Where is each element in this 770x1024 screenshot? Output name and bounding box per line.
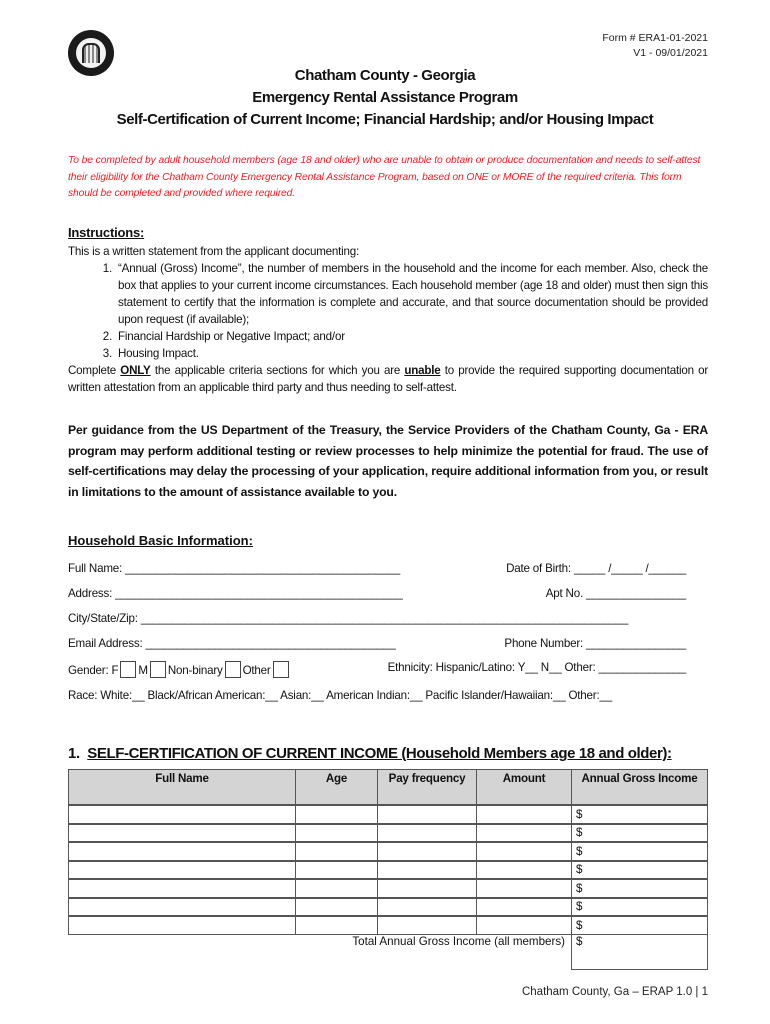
instruction-item: 2. Financial Hardship or Negative Impact; and/or [115, 328, 708, 345]
table-row [69, 842, 708, 861]
table-row [69, 861, 708, 880]
instructions-list [68, 260, 708, 362]
instructions-intro: This is a written statement from the applicant documenting: [68, 245, 360, 258]
total-annual-gross-income[interactable]: $ [572, 934, 708, 969]
apt-number-field[interactable]: Apt No. ________________ [545, 587, 686, 600]
cell-age[interactable] [296, 861, 378, 880]
table-row [69, 916, 708, 934]
cell-annual[interactable]: $ [572, 842, 708, 861]
income-table-header [69, 770, 708, 806]
full-name-field[interactable]: Full Name: ____________________________________________ [68, 562, 400, 575]
row-race [68, 689, 686, 702]
cell-full-name[interactable] [69, 898, 296, 917]
cell-age[interactable] [296, 879, 378, 898]
row-address [68, 587, 686, 600]
page-footer: Chatham County, Ga – ERAP 1.0 | 1 [521, 986, 708, 998]
cell-age[interactable] [296, 805, 378, 824]
date-of-birth-field[interactable]: Date of Birth: _____ /_____ /______ [506, 562, 686, 575]
cell-amount[interactable] [477, 842, 572, 861]
gender-m-label: M [138, 664, 148, 677]
table-row [69, 824, 708, 843]
gender-label: Gender: F [68, 664, 119, 677]
row-gender-ethnicity [68, 661, 686, 678]
col-annual-gross-income: Annual Gross Income [572, 770, 708, 806]
col-pay-frequency: Pay frequency [378, 770, 477, 806]
cell-amount[interactable] [477, 879, 572, 898]
cell-age[interactable] [296, 824, 378, 843]
city-state-zip-field[interactable]: City/State/Zip: ______________________________________________________________________________ [68, 612, 629, 625]
form-number-block [602, 31, 708, 61]
address-field[interactable]: Address: ______________________________________________ [68, 587, 403, 600]
cell-age[interactable] [296, 898, 378, 917]
cell-full-name[interactable] [69, 861, 296, 880]
cell-amount[interactable] [477, 916, 572, 934]
form-number: Form # ERA1-01-2021 [602, 32, 708, 44]
row-name-dob [68, 562, 686, 575]
cell-annual[interactable]: $ [572, 898, 708, 917]
eligibility-notice: To be completed by adult household members (age 18 and older) who are unable to obtain or produce documentation and needs to self-attest their eligibility for the Chatham County Emergency Rental Assistance Program, based on ONE or MORE of the required criteria. This form should be completed and provided where required. [68, 155, 701, 199]
gender-other-checkbox[interactable] [273, 661, 289, 678]
instructions-complete-only: Complete ONLY the applicable criteria sections for which you are unable to provide the required supporting documentation or written attestation from an applicable third party and thus needing to self-attest. [68, 364, 708, 394]
email-field[interactable]: Email Address: ________________________________________ [68, 637, 396, 650]
cell-amount[interactable] [477, 824, 572, 843]
cell-amount[interactable] [477, 898, 572, 917]
cell-amount[interactable] [477, 805, 572, 824]
cell-full-name[interactable] [69, 805, 296, 824]
cell-full-name[interactable] [69, 824, 296, 843]
table-row [69, 879, 708, 898]
col-amount: Amount [477, 770, 572, 806]
phone-field[interactable]: Phone Number: ________________ [504, 637, 686, 650]
gender-group [68, 661, 291, 678]
cell-annual[interactable]: $ [572, 824, 708, 843]
table-row [69, 805, 708, 824]
cell-annual[interactable]: $ [572, 805, 708, 824]
cell-annual[interactable]: $ [572, 916, 708, 934]
household-heading: Household Basic Information: [68, 533, 253, 548]
cell-annual[interactable]: $ [572, 879, 708, 898]
row-city [68, 612, 686, 625]
col-full-name: Full Name [69, 770, 296, 806]
row-email-phone [68, 637, 686, 650]
emphasis-only: ONLY [120, 364, 151, 377]
gender-nonbinary-checkbox[interactable] [225, 661, 241, 678]
title-county: Chatham County - Georgia [294, 67, 476, 84]
instruction-item: 1. “Annual (Gross) Income”, the number of members in the household and the income for each member. Also, check the box that applies to your current income circumstances. Each household member (age 18 and older) must then sign this statement to certify that the information is complete and accurate, and that source documentation should be provided upon request (if available); [115, 260, 708, 328]
total-label: Total Annual Gross Income (all members) [352, 934, 565, 948]
form-version: V1 - 09/01/2021 [633, 47, 708, 59]
cell-pay-frequency[interactable] [378, 879, 477, 898]
gender-f-checkbox[interactable] [120, 661, 136, 678]
treasury-guidance-notice: Per guidance from the US Department of the Treasury, the Service Providers of the Chatham County, Ga - ERA program may perform additional testing or review processes to help minimize the potential for fraud. The use of self-certifications may delay the processing of your application, require additional information from you, or result in limitations to the amount of assistance available to you. [68, 423, 708, 499]
col-age: Age [296, 770, 378, 806]
section1-title: SELF-CERTIFICATION OF CURRENT INCOME (Household Members age 18 and older): [87, 745, 672, 762]
section1-number: 1. [68, 745, 80, 762]
cell-pay-frequency[interactable] [378, 805, 477, 824]
income-table [68, 769, 708, 970]
cell-age[interactable] [296, 842, 378, 861]
cell-full-name[interactable] [69, 879, 296, 898]
cell-pay-frequency[interactable] [378, 916, 477, 934]
cell-pay-frequency[interactable] [378, 898, 477, 917]
instructions-section [68, 224, 708, 396]
cell-pay-frequency[interactable] [378, 861, 477, 880]
cell-pay-frequency[interactable] [378, 824, 477, 843]
race-field[interactable]: Race: White:__ Black/African American:__ Asian:__ American Indian:__ Pacific Islander/Hawaiian:__ Other:__ [68, 689, 612, 702]
total-row [69, 934, 708, 969]
gender-nonbinary-label: Non-binary [167, 664, 223, 677]
instructions-heading: Instructions: [68, 225, 145, 240]
section1-heading [68, 745, 672, 762]
gender-m-checkbox[interactable] [150, 661, 166, 678]
table-row [69, 898, 708, 917]
cell-full-name[interactable] [69, 916, 296, 934]
title-form: Self-Certification of Current Income; Financial Hardship; and/or Housing Impact [116, 111, 654, 128]
cell-age[interactable] [296, 916, 378, 934]
title-program: Emergency Rental Assistance Program [252, 89, 518, 106]
emphasis-unable: unable [404, 364, 441, 377]
cell-full-name[interactable] [69, 842, 296, 861]
cell-amount[interactable] [477, 861, 572, 880]
ethnicity-field[interactable]: Ethnicity: Hispanic/Latino: Y__ N__ Other: ______________ [387, 661, 686, 674]
cell-annual[interactable]: $ [572, 861, 708, 880]
cell-pay-frequency[interactable] [378, 842, 477, 861]
instruction-item: 3. Housing Impact. [115, 345, 708, 362]
gender-other-label: Other [242, 664, 271, 677]
